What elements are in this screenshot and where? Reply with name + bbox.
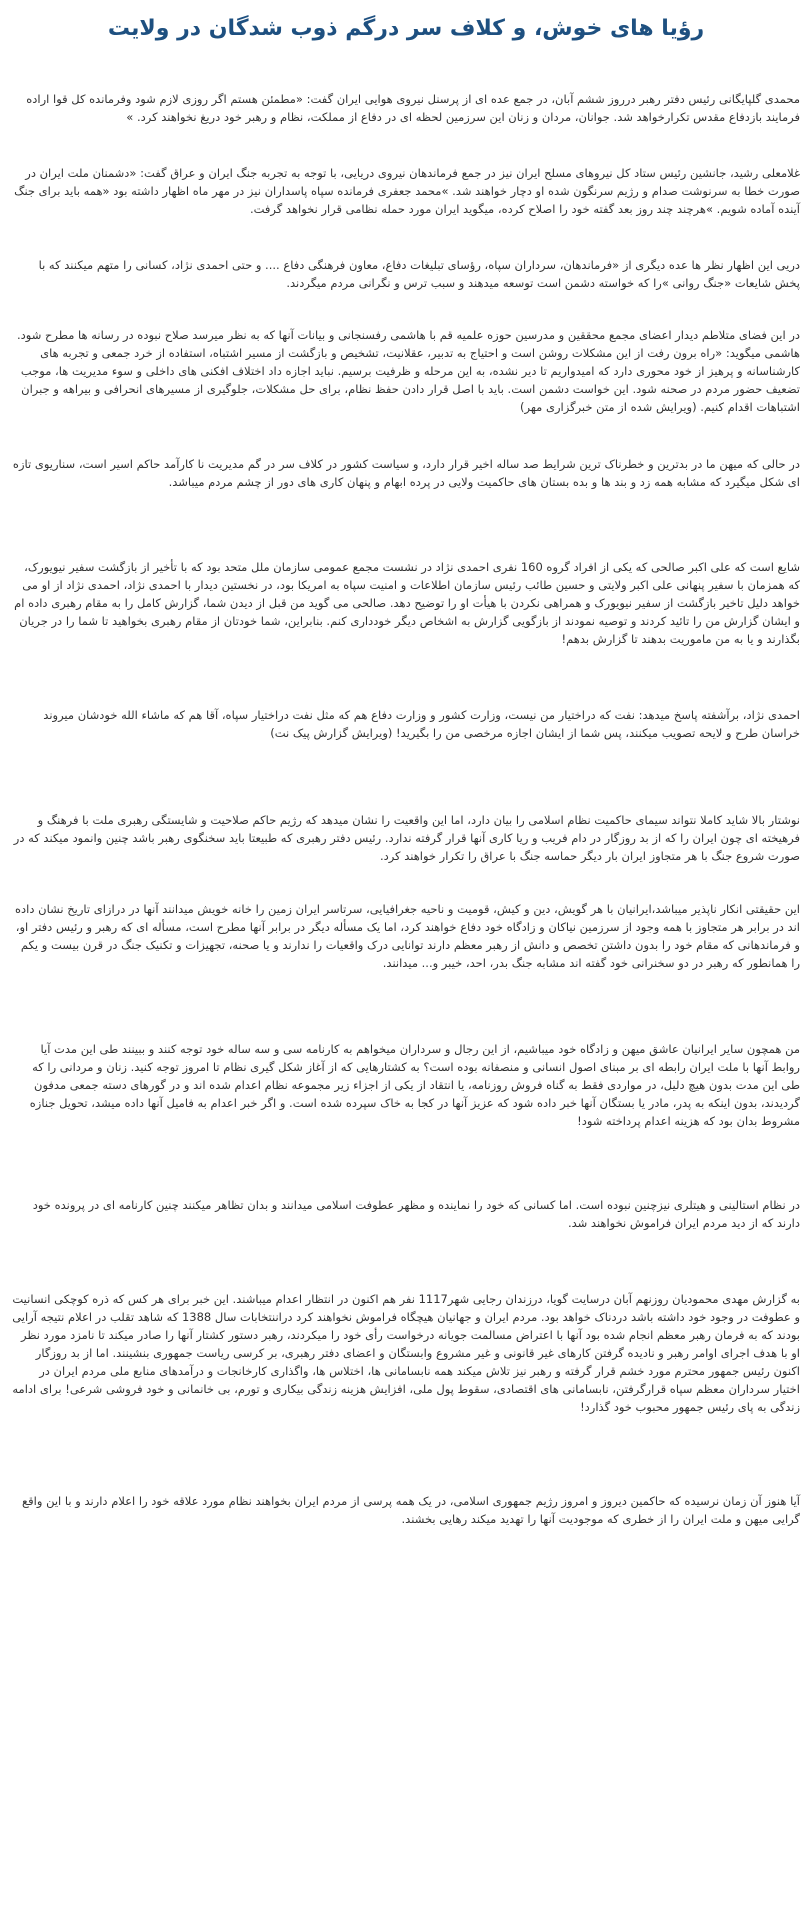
article-paragraph-4: در این فضای متلاطم دیدار اعضای مجمع محققین و مدرسین حوزه علمیه قم با هاشمی رفسنجانی و بیانات آنها که به نظر میرسد صلاح نبوده در رسانه ها مطرح شود. هاشمی میگوید: «راه برون رفت از این مشکلات روشن است و احتیاج به تدبیر، عقلانیت، تشخیص و بازگشت از مسیر اشتباه، استفاده از خرد جمعی و تجربه های کارشناسانه و پرهیز از خود محوری دارد که امیدواریم تا دیر نشده، به این مرحله و ظرفیت برسیم. نباید اجازه داد اختلاف افکنی های داخلی و سوء مدیریت ها، موجب تضعیف حضور مردم در صحنه شود. این خواست دشمن است. باید با اصل قرار دادن حفظ نظام، برای حل مشکلات، جلوگیری از مسیرهای انحرافی و بیراهه و جبران اشتباهات اقدام کنیم. (ویرایش شده از متن خبرگزاری مهر) xyxy=(17,328,800,414)
article-paragraph-5: در حالی که میهن ما در بدترین و خطرناک ترین شرایط صد ساله اخیر قرار دارد، و سیاست کشور در کلاف سر در گم مدیریت نا کارآمد حاکم اسیر است، سناریوی تازه ای شکل میگیرد که مشابه همه زد و بند ها و بده بستان های حاکمیت ولایی در پرده ابهام و پنهان کاری های دور از چشم مردم میباشد. xyxy=(12,457,800,489)
article-paragraph-12: به گزارش مهدی محمودیان روزنهم آبان درسایت گویا، درزندان رجایی شهر1117 نفر هم اکنون در انتظار اعدام میباشند. این خبر برای هر کس که ذره کوچکی انسانیت و عطوفت در وجود خود داشته باشد دردناک خواهد بود. مردم ایران و جهانیان هیچگاه فراموش نخواهند کرد دراننتخابات سال 1388 که شاهد تقلب در اعلام نتیجه آرایی بودند که به فرمان رهبر معظم انجام شده بود آنها با اعتراض مسالمت جویانه درخواست رأی خود را میکردند، رهبر دستور کشتار آنها را صادر میکند تا نامزد مورد نظر او با هدف اجرای اوامر رهبر و نادیده گرفتن کارهای غیر قانونی و غیر مشروع وابستگان و اعضای دفتر رهبری، بر کرسی ریاست جمهوری بنشینند. اما از بد روزگار اکنون رئیس جمهور محترم مورد خشم قرار گرفته و رهبر نیز تلاش میکند همه نابسامانی ها، اختلاس ها، واگذاری کارخانجات و درآمدهای منابع ملی مردم ایران در اختیار سرداران معظم سپاه قرارگرفتن، نابسامانی های اقتصادی، سقوط پول ملی، افزایش هزینه زندگی بیکاری و تورم، بی خانمانی و خود فروشی شرعی! برای ادامه زندگی به پای رئیس جمهور محبوب خود گذارد! xyxy=(12,1292,800,1414)
article-paragraph-9: این حقیقتی انکار ناپذیر میباشد،ایرانیان با هر گویش، دین و کیش، قومیت و ناحیه جغرافیایی، سرتاسر ایران زمین را خانه خویش میدانند آنها در درازای تاریخ نشان داده اند در برابر هر متجاوز با همه وجود از سرزمین نیاکان و زادگاه خود دفاع خواهند کرد، اما یک مسأله دیگر در برابر آنها مطرح است، مسأله ای که رهبر و رئیس دفتر او، و فرماندهانی که مقام خود را بدون داشتن تخصص و دانش از رهبر معظم دارند توانایی درک واقعیات را ندارند و یا صحنه، تجهیزات و تکنیک جنگ در قرن بیست و یکم را همانطور که رهبر در دو سخنرانی خود گفته اند مشابه جنگ بدر، احد، خیبر و... میدانند. xyxy=(15,902,800,970)
article-paragraph-6: شایع است که علی اکبر صالحی که یکی از افراد گروه 160 نفری احمدی نژاد در نشست مجمع عمومی سازمان ملل متحد بود که با تأخیر از بازگشت سفیر نیویورک، که همزمان با سفیر پنهانی علی اکبر ولایتی و حسین طائب رئیس سازمان اطلاعات و امنیت سپاه به امریکا بود، در نخستین دیدار با احمدی نژاد، احمدی نژاد از او می خواهد دلیل تاخیر بازگشت از سفیر نیویورک و همراهی نکردن با هیأت او را توضیح دهد. صالحی می گوید من قبل از دیدن شما، گزارش کامل را به مقام رهبری داده ام و ایشان گزارش من را تائید کردند و توصیه نمودند از بازگویی گزارش به اشخاص دیگر خودداری کنم. بنابراین، شما خودتان از مقام رهبری بخواهید تا شما را در جریان بگذارند و یا به من ماموریت بدهند تا گزارش بدهم! xyxy=(14,560,800,646)
article-paragraph-2: غلامعلی رشید، جانشین رئیس ستاد کل نیروهای مسلح ایران نیز در جمع فرماندهان نیروی دریایی، با توجه به تجربه جنگ ایران و عراق گفت: «دشمنان ملت ایران در صورت خطا به سرنوشت صدام و رژیم سرنگون شده او دچار خواهند شد. »محمد جعفری فرمانده سپاه پاسداران نیز در مهر ماه اظهار داشته بود «همه باید برای جنگ آینده آماده شویم. »هرچند چند روز بعد گفته خود را اصلاح کرده، میگوید ایران مورد حمله نظامی قرار نخواهد گرفت. xyxy=(14,166,800,216)
article-paragraph-11: در نظام استالینی و هیتلری نیزچنین نبوده است. اما کسانی که خود را نماینده و مظهر عطوفت اسلامی میدانند و بدان تظاهر میکنند چنین کارنامه ای در پرونده خود دارند که از دید مردم ایران فراموش نخواهند شد. xyxy=(32,1198,800,1230)
article-paragraph-3: دریی این اظهار نظر ها عده دیگری از «فرماندهان، سرداران سپاه، رؤسای تبلیغات دفاع، معاون فرهنگی دفاع .... و حتی احمدی نژاد، کسانی را متهم میکنند که با پخش شایعات «جنگ روانی »را که خواسته دشمن است توسعه میدهند و سبب ترس و نگرانی مردم میگردند. xyxy=(38,258,800,290)
article-paragraph-13: آیا هنوز آن زمان نرسیده که حاکمین دیروز و امروز رژیم جمهوری اسلامی، در یک همه پرسی از مردم ایران بخواهند نظام مورد علاقه خود را اعلام دارند و با این واقع گرایی میهن و ملت ایران را از خطری که موجودیت آنها را تهدید میکند رهایی بخشند. xyxy=(22,1494,800,1526)
article-paragraph-10: من همچون سایر ایرانیان عاشق میهن و زادگاه خود میباشیم، از این رجال و سرداران میخواهم به کارنامه سی و سه ساله خود توجه کنند و ببینند طی این مدت آیا روابط آنها با ملت ایران رابطه ای بر مبنای اصول انسانی و منصفانه بوده است؟ به کشتارهایی که از آغاز شکل گیری نظام تا امروز توجه کنید. زنان و مردانی را که طی این مدت بدون هیچ دلیل، در مواردی فقط به گناه فروش روزنامه، یا انتقاد از یکی از اجزاء زیر مجموعه نظام اعدام شده اند و در گورهای دسته جمعی مدفون گردیدند، بدون اینکه به پدر، مادر یا بستگان آنها خبر داده شود که عزیز آنها در کجا به خاک سپرده شده است. و اگر خبر اعدام به فامیل آنها داده میشد، تحویل جنازه مشروط بدان بود که هزینه اعدام پرداخته شود! xyxy=(29,1042,800,1128)
article-paragraph-8: نوشتار بالا شاید کاملا نتواند سیمای حاکمیت نظام اسلامی را بیان دارد، اما این واقعیت را نشان میدهد که رژیم حاکم صلاحیت و شایستگی رهبری ملت با فرهنگ و فرهیخته ای چون ایران را که از بد روزگار در دام فریب و ریا کاری آنها قرار گرفته ندارد. رئیس دفتر رهبری که طبیعتا باید سخنگوی رهبر باشد چنین وانمود میکند که در صورت شروع جنگ با هر متجاوز ایران بار دیگر حماسه جنگ با عراق را تکرار خواهند کرد. xyxy=(13,813,800,863)
article-paragraph-1: محمدی گلپایگانی رئیس دفتر رهبر درروز ششم آبان، در جمع عده ای از پرسنل نیروی هوایی ایران گفت: «مطمئن هستم اگر روزی لازم شود وفرمانده کل قوا اراده فرمایند بازدفاع مقدس تکرارخواهد شد. جوانان، مردان و زنان این سرزمین لحظه ای در دفاع از مملکت، نظام و رهبر خود دریغ نخواهند کرد. » xyxy=(26,92,800,124)
article-paragraph-7: احمدی نژاد، برآشفته پاسخ میدهد: نفت که دراختیار من نیست، وزارت کشور و وزارت دفاع هم که مثل نفت دراختیار سپاه، آقا هم که ماشاء الله خودشان میروند خراسان طرح و لایحه تصویب میکنند، پس شما از ایشان اجازه مرخصی من را بگیرید! (ویرایش گزارش پیک نت) xyxy=(43,708,800,740)
article-title: رؤیا های خوش، و کلاف سر درگم ذوب شدگان در ولایت xyxy=(107,16,705,41)
